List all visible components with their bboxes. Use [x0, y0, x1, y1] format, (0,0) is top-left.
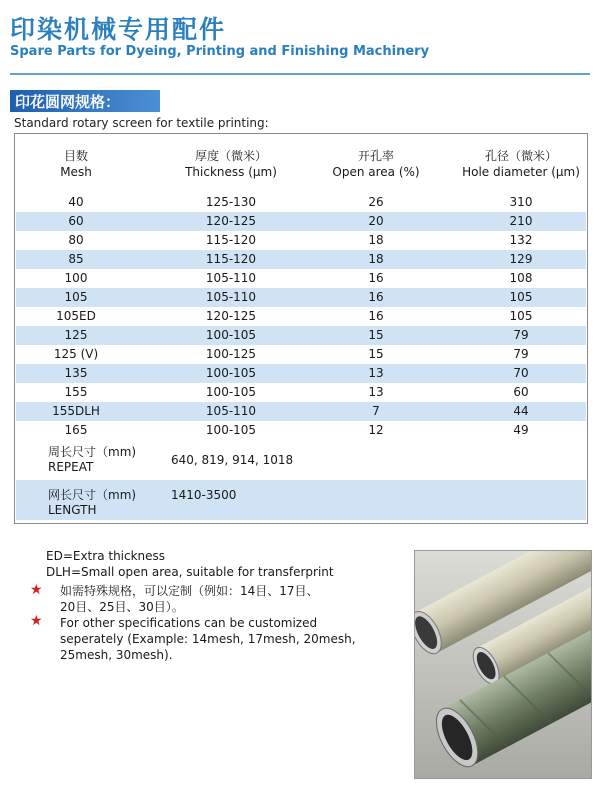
cell-hole-diameter: 132 — [509, 233, 533, 247]
cell-mesh: 105ED — [56, 309, 96, 323]
section-label: 印花圆网规格： — [15, 93, 121, 111]
cell-thickness: 105-110 — [205, 290, 257, 304]
table-header-row — [16, 148, 586, 184]
col-header-en: Mesh — [60, 165, 92, 179]
col-header-mesh — [36, 148, 116, 180]
table-row — [16, 288, 586, 307]
rotary-screen-photo — [414, 550, 592, 779]
table-row — [16, 364, 586, 383]
repeat-value: 640, 819, 914, 1018 — [171, 453, 294, 467]
table-row — [16, 345, 586, 364]
note-custom-cn-1: 如需特殊规格，可以定制（例如：14目、17目、 — [60, 584, 319, 598]
cell-hole-diameter: 60 — [513, 385, 529, 399]
note-dlh: DLH=Small open area, suitable for transferprint — [46, 565, 334, 579]
length-label-en: LENGTH — [48, 503, 97, 517]
cell-thickness: 100-105 — [205, 366, 257, 380]
cell-open-area: 15 — [368, 328, 384, 342]
table-row — [16, 250, 586, 269]
repeat-label-cn: 周长尺寸（mm) — [48, 445, 137, 459]
table-row — [16, 269, 586, 288]
cell-thickness: 105-110 — [205, 404, 257, 418]
star-icon: ★ — [30, 613, 43, 629]
cell-thickness: 100-105 — [205, 423, 257, 437]
cell-mesh: 155 — [64, 385, 88, 399]
cell-hole-diameter: 105 — [509, 290, 533, 304]
col-header-hole-diameter — [456, 148, 586, 180]
cell-open-area: 16 — [368, 290, 384, 304]
cell-mesh: 80 — [68, 233, 84, 247]
cell-open-area: 15 — [368, 347, 384, 361]
table-row — [16, 212, 586, 231]
table-row — [16, 231, 586, 250]
cell-open-area: 16 — [368, 271, 384, 285]
cell-thickness: 100-105 — [205, 385, 257, 399]
table-row — [16, 383, 586, 402]
cell-open-area: 7 — [372, 404, 380, 418]
cell-hole-diameter: 310 — [509, 195, 533, 209]
length-label-cn: 网长尺寸（mm) — [48, 488, 137, 502]
cell-hole-diameter: 108 — [509, 271, 533, 285]
cell-mesh: 155DLH — [52, 404, 100, 418]
cell-mesh: 85 — [68, 252, 84, 266]
note-custom-cn-2: 20目、25目、30目）。 — [60, 600, 184, 614]
cell-thickness: 115-120 — [205, 233, 257, 247]
cell-open-area: 18 — [368, 233, 384, 247]
cell-open-area: 18 — [368, 252, 384, 266]
cell-hole-diameter: 79 — [513, 347, 529, 361]
spec-table — [14, 133, 588, 524]
cell-mesh: 125 — [64, 328, 88, 342]
cell-open-area: 13 — [368, 385, 384, 399]
col-header-en: Thickness (μm) — [185, 165, 277, 179]
cell-open-area: 20 — [368, 214, 384, 228]
col-header-en: Open area (%) — [332, 165, 420, 179]
table-row — [16, 326, 586, 345]
cell-thickness: 125-130 — [205, 195, 257, 209]
col-header-en: Hole diameter (μm) — [462, 165, 580, 179]
length-value: 1410-3500 — [171, 488, 237, 502]
table-row — [16, 402, 586, 421]
note-custom-en-3: 25mesh, 30mesh). — [60, 648, 173, 662]
cell-thickness: 100-125 — [205, 347, 257, 361]
length-label — [48, 488, 136, 518]
col-header-cn: 厚度（微米） — [194, 149, 267, 163]
cell-hole-diameter: 70 — [513, 366, 529, 380]
page-title-cn: 印染机械专用配件 — [10, 15, 227, 44]
cell-thickness: 115-120 — [205, 252, 257, 266]
table-row — [16, 193, 586, 212]
cell-mesh: 105 — [64, 290, 88, 304]
cell-mesh: 125 (V) — [53, 347, 99, 361]
cell-thickness: 120-125 — [205, 214, 257, 228]
col-header-cn: 开孔率 — [357, 149, 394, 163]
cell-thickness: 100-105 — [205, 328, 257, 342]
cell-mesh: 165 — [64, 423, 88, 437]
cell-mesh: 100 — [64, 271, 88, 285]
col-header-cn: 目数 — [63, 149, 88, 163]
repeat-label-en: REPEAT — [48, 460, 94, 474]
table-row — [16, 421, 586, 440]
cell-thickness: 105-110 — [205, 271, 257, 285]
page-title-en: Spare Parts for Dyeing, Printing and Finishing Machinery — [10, 44, 430, 59]
header-divider — [10, 73, 590, 75]
cell-hole-diameter: 79 — [513, 328, 529, 342]
section-subtitle: Standard rotary screen for textile printing: — [14, 116, 269, 130]
cell-hole-diameter: 44 — [513, 404, 529, 418]
length-row — [16, 480, 586, 520]
note-custom-en-2: seperately (Example: 14mesh, 17mesh, 20mesh, — [60, 632, 356, 646]
repeat-row — [16, 442, 586, 478]
cell-open-area: 16 — [368, 309, 384, 323]
cell-hole-diameter: 49 — [513, 423, 529, 437]
col-header-cn: 孔径（微米） — [484, 149, 557, 163]
star-icon: ★ — [30, 582, 43, 598]
note-ed: ED=Extra thickness — [46, 549, 166, 563]
cell-open-area: 13 — [368, 366, 384, 380]
cell-mesh: 60 — [68, 214, 84, 228]
cell-hole-diameter: 210 — [509, 214, 533, 228]
col-header-open-area — [316, 148, 436, 180]
cell-mesh: 135 — [64, 366, 88, 380]
note-custom-en-1: For other specifications can be customized — [60, 616, 318, 630]
cell-mesh: 40 — [68, 195, 84, 209]
col-header-thickness — [166, 148, 296, 180]
table-row — [16, 307, 586, 326]
cell-open-area: 26 — [368, 195, 384, 209]
repeat-label — [48, 445, 136, 475]
cell-thickness: 120-125 — [205, 309, 257, 323]
cell-hole-diameter: 129 — [509, 252, 533, 266]
cell-hole-diameter: 105 — [509, 309, 533, 323]
cell-open-area: 12 — [368, 423, 384, 437]
